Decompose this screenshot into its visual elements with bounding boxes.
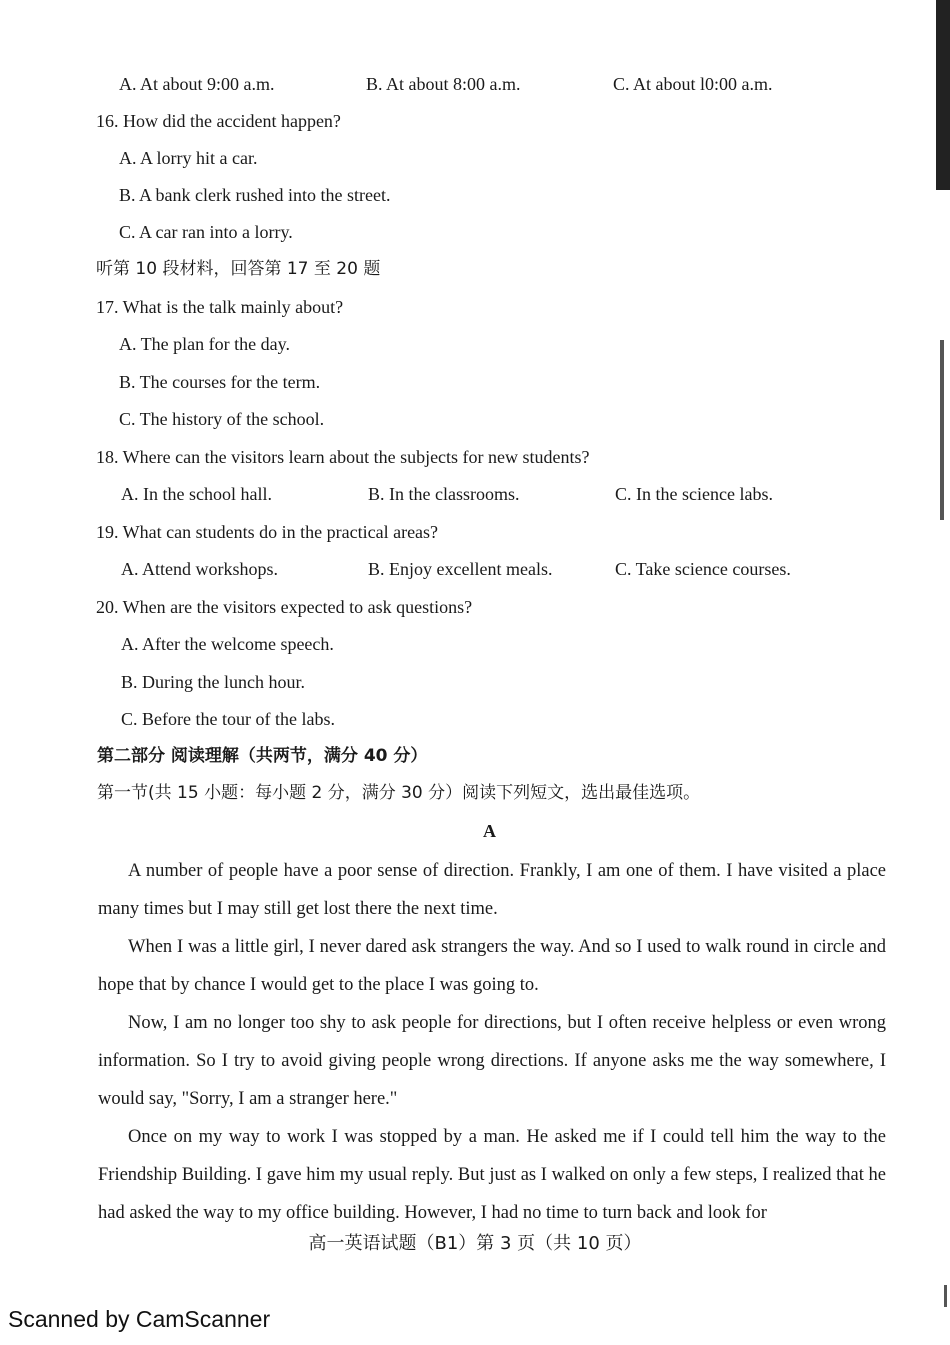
passage-paragraph-4: Once on my way to work I was stopped by a man. He asked me if I could tell him the way to the Friendship Building. I gave him my usual reply. But just as I walked on only a few steps, I realized that he had asked the way to my office building. However, I had no time to turn back and look for bbox=[98, 1127, 886, 1223]
scan-edge-line-middle bbox=[940, 340, 944, 520]
camscanner-watermark: Scanned by CamScanner bbox=[8, 1306, 271, 1332]
passage-label: A bbox=[483, 821, 496, 841]
q15-options bbox=[119, 73, 860, 95]
passage-a-body bbox=[98, 852, 886, 1232]
q17-option-a: A. The plan for the day. bbox=[119, 334, 290, 354]
q19-option-c: C. Take science courses. bbox=[615, 559, 791, 579]
q16-stem: 16. How did the accident happen? bbox=[96, 111, 341, 131]
scan-edge-shadow-top bbox=[936, 0, 950, 190]
q17-option-b: B. The courses for the term. bbox=[119, 372, 321, 392]
q17-option-c: C. The history of the school. bbox=[119, 409, 325, 429]
q15-option-b: B. At about 8:00 a.m. bbox=[366, 74, 521, 94]
q18-stem: 18. Where can the visitors learn about the subjects for new students? bbox=[96, 447, 590, 467]
q20-option-c: C. Before the tour of the labs. bbox=[121, 709, 335, 729]
scan-edge-mark-bottom bbox=[944, 1285, 947, 1307]
passage-paragraph-2: When I was a little girl, I never dared ask strangers the way. And so I used to walk round in circle and hope that by chance I would get to the place I was going to. bbox=[98, 937, 886, 995]
passage-paragraph-1: A number of people have a poor sense of direction. Frankly, I am one of them. I have visited a place many times but I may still get lost there the next time. bbox=[98, 861, 886, 919]
q19-option-a: A. Attend workshops. bbox=[121, 559, 278, 579]
q19-stem: 19. What can students do in the practical areas? bbox=[96, 522, 439, 542]
part-2-title: 第二部分 阅读理解（共两节，满分 40 分） bbox=[97, 746, 428, 766]
q18-option-a: A. In the school hall. bbox=[121, 484, 272, 504]
section-1-title: 第一节(共 15 小题：每小题 2 分，满分 30 分）阅读下列短文，选出最佳选项。 bbox=[97, 783, 701, 803]
q20-stem: 20. When are the visitors expected to ask questions? bbox=[96, 597, 473, 617]
q18-options bbox=[121, 483, 862, 505]
passage-paragraph-3: Now, I am no longer too shy to ask people for directions, but I often receive helpless or even wrong information. So I try to avoid giving people wrong directions. If anyone asks me the way somewhere, I would say, "Sorry, I am a stranger here." bbox=[98, 1013, 886, 1109]
section-10-instruction: 听第 10 段材料，回答第 17 至 20 题 bbox=[96, 259, 381, 279]
q17-stem: 17. What is the talk mainly about? bbox=[96, 297, 344, 317]
q18-option-b: B. In the classrooms. bbox=[368, 484, 520, 504]
page-footer: 高一英语试题（B1）第 3 页（共 10 页） bbox=[308, 1233, 642, 1254]
q16-option-c: C. A car ran into a lorry. bbox=[119, 222, 293, 242]
q20-option-a: A. After the welcome speech. bbox=[121, 634, 334, 654]
q19-options bbox=[121, 558, 862, 580]
q18-option-c: C. In the science labs. bbox=[615, 484, 773, 504]
q20-option-b: B. During the lunch hour. bbox=[121, 672, 305, 692]
q15-option-a: A. At about 9:00 a.m. bbox=[119, 74, 275, 94]
q16-option-b: B. A bank clerk rushed into the street. bbox=[119, 185, 391, 205]
q15-option-c: C. At about l0:00 a.m. bbox=[613, 74, 773, 94]
q19-option-b: B. Enjoy excellent meals. bbox=[368, 559, 553, 579]
q16-option-a: A. A lorry hit a car. bbox=[119, 148, 258, 168]
